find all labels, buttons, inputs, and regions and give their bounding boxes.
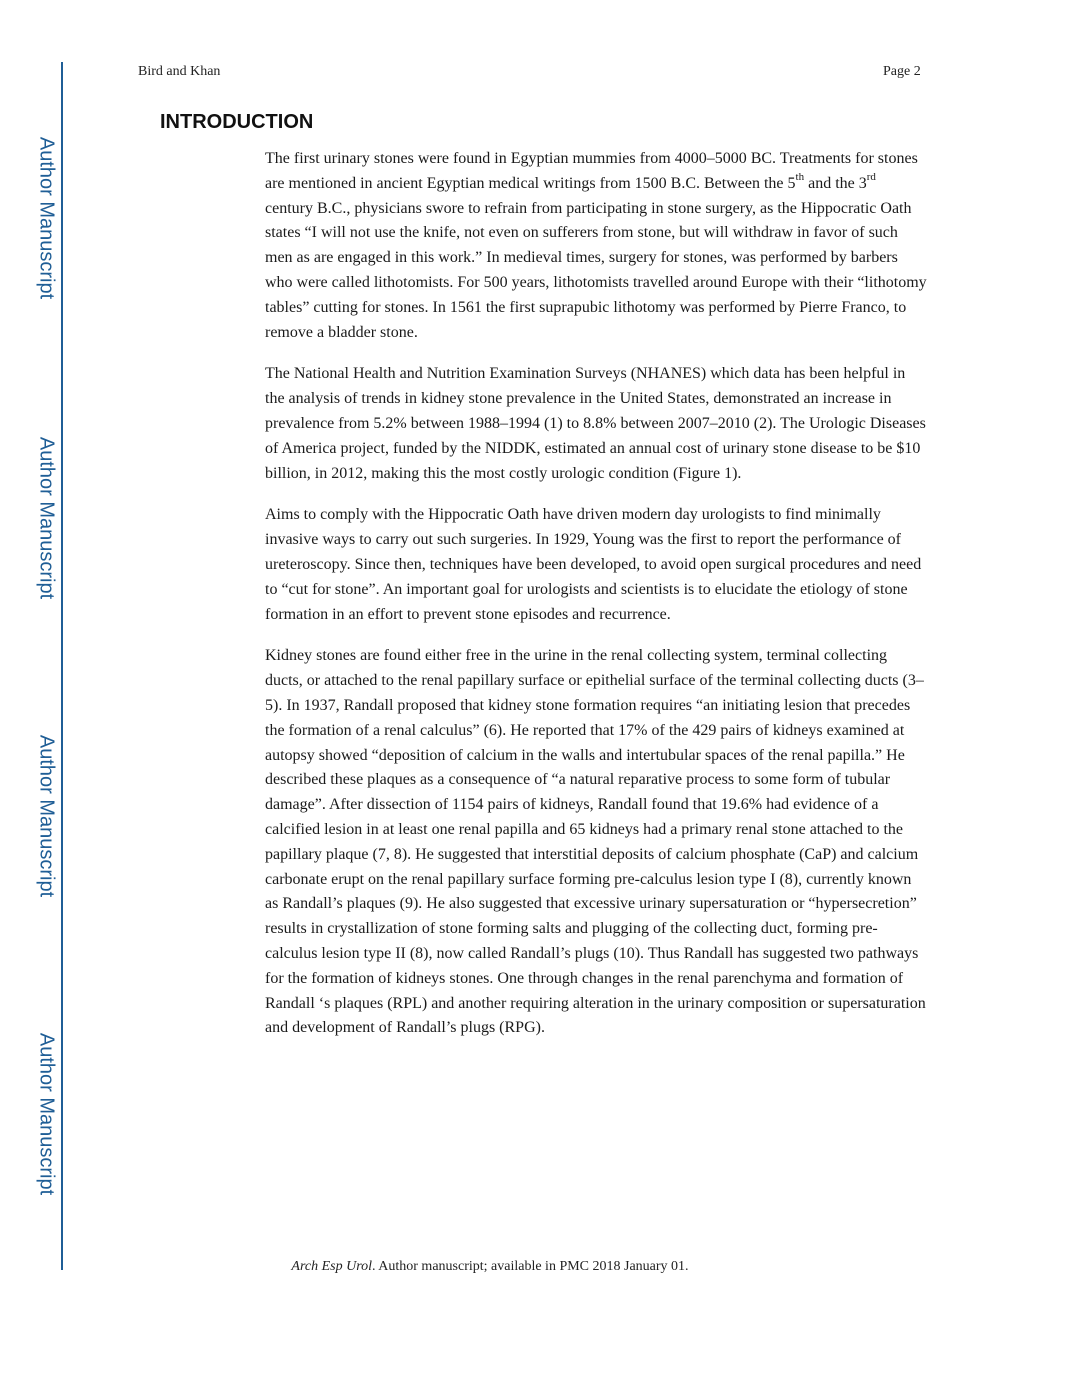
paragraph-history-text-a: The first urinary stones were found in Egyptian mummies from 4000–5000 BC. Treatments for stones are mentioned in ancient Egyptian medical writings from 1500 B.C. Between the 5 — [265, 150, 918, 192]
running-head-page-number: Page 2 — [883, 64, 921, 79]
footer-journal-name: Arch Esp Urol — [291, 1259, 373, 1274]
sidebar-rule — [61, 62, 63, 1270]
superscript-th: th — [795, 171, 805, 184]
paragraph-history — [265, 147, 927, 345]
footer-availability: . Author manuscript; available in PMC 2018 January 01. — [372, 1259, 689, 1274]
paragraph-minimally-invasive: Aims to comply with the Hippocratic Oath have driven modern day urologists to find minimally invasive ways to carry out such surgeries. In 1929, Young was the first to report the performance of ureteroscopy. Since then, techniques have been developed, to avoid open surgical procedures and need to “cut for stone”. An important goal for urologists and scientists is to elucidate the etiology of stone formation in an effort to prevent stone episodes and recurrence. — [265, 506, 922, 623]
running-head-authors: Bird and Khan — [138, 64, 221, 79]
footer-citation — [0, 1259, 980, 1275]
paragraph-prevalence: The National Health and Nutrition Examination Surveys (NHANES) which data has been helpful in the analysis of trends in kidney stone prevalence in the United States, demonstrated an increase in prevalence from 5.2% between 1988–1994 (1) to 8.8% between 2007–2010 (2). The Urologic Diseases of America project, funded by the NIDDK, estimated an annual cost of urinary stone disease to be $10 billion, in 2012, making this the most costly urologic condition (Figure 1). — [265, 365, 926, 482]
paragraph-randall: Kidney stones are found either free in the urine in the renal collecting system, terminal collecting ducts, or attached to the renal papillary surface or epithelial surface of the terminal collecting ducts (3–5). In 1937, Randall proposed that kidney stone formation requires “an initiating lesion that precedes the formation of a renal calculus” (6). He reported that 17% of the 429 pairs of kidneys examined at autopsy showed “deposition of calcium in the walls and intertubular spaces of the renal papilla.” He described these plaques as a consequence of “a natural reparative process to some form of tubular damage”. After dissection of 1154 pairs of kidneys, Randall found that 19.6% had evidence of a calcified lesion in at least one renal papilla and 65 kidneys had a primary renal stone attached to the papillary plaque (7, 8). He suggested that interstitial deposits of calcium phosphate (CaP) and calcium carbonate erupt on the renal papillary surface forming pre-calculus lesion type I (8), currently known as Randall’s plaques (9). He also suggested that excessive urinary supersaturation or “hypersecretion” results in crystallization of stone forming salts and plugging of the collecting duct, forming pre-calculus lesion type II (8), now called Randall’s plugs (10). Thus Randall has suggested two pathways for the formation of kidneys stones. One through changes in the renal parenchyma and formation of Randall ‘s plaques (RPL) and another requiring alteration in the urinary composition or supersaturation and development of Randall’s plugs (RPG). — [265, 647, 926, 1037]
superscript-rd: rd — [866, 171, 876, 184]
paragraph-history-text-b: and the 3 — [804, 174, 867, 192]
body-text — [265, 147, 927, 1058]
paragraph-history-text-c: century B.C., physicians swore to refrain from participating in stone surgery, as the Hippocratic Oath states “I will not use the knife, not even on sufferers from stone, but will withdraw in favor of such men as are engaged in this work.” In medieval times, surgery for stones, was performed by barbers who were called lithotomists. For 500 years, lithotomists travelled around Europe with their “lithotomy tables” cutting for stones. In 1561 the first suprapubic lithotomy was performed by Pierre Franco, to remove a bladder stone. — [265, 199, 927, 341]
section-heading: INTRODUCTION — [160, 111, 314, 133]
